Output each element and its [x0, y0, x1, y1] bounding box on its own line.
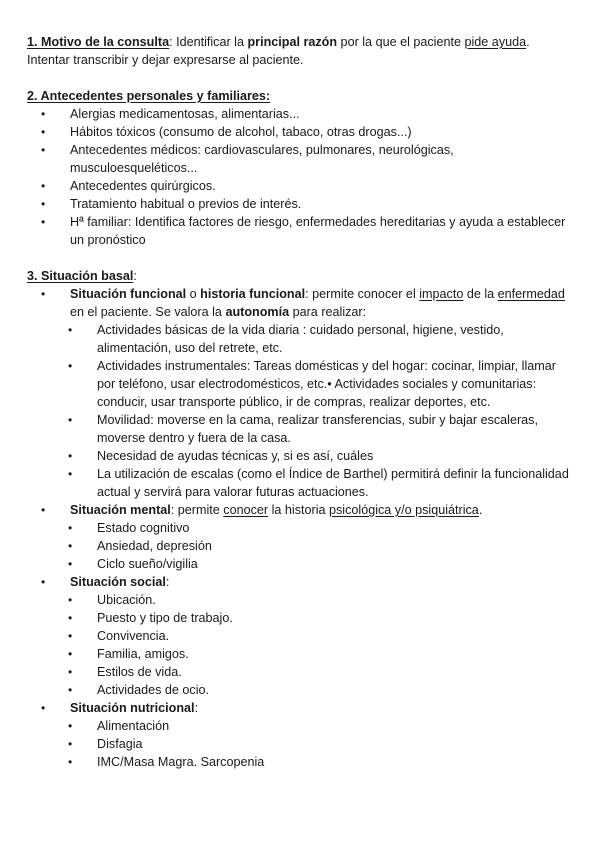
list-item: • Hª familiar: Identifica factores de riesgo, enfermedades hereditarias y ayuda a establecer un pronóstico: [27, 213, 570, 249]
section-3-title: 3. Situación basal: [27, 269, 134, 283]
section-3-list: [27, 285, 570, 771]
section-2-title: 2. Antecedentes personales y familiares:: [27, 89, 271, 103]
list-item: • Actividades básicas de la vida diaria : cuidado personal, higiene, vestido, alimentación, uso del retrete, etc.: [27, 321, 570, 357]
bold-run: Situación mental: [70, 503, 171, 517]
underlined-run: pide ayuda: [464, 35, 527, 49]
text-run: para realizar:: [289, 305, 367, 319]
section-3-heading: [27, 267, 570, 285]
situacion-social-item: [27, 573, 570, 699]
text-run: : Identificar la: [169, 35, 248, 49]
section-1-title: [27, 35, 169, 49]
text-run: : permite conocer el: [305, 287, 420, 301]
list-item: • Hábitos tóxicos (consumo de alcohol, tabaco, otras drogas...): [27, 123, 570, 141]
bold-run: historia funcional: [200, 287, 306, 301]
text-run: :: [194, 701, 199, 715]
list-item: • Antecedentes quirúrgicos.: [27, 177, 570, 195]
text-run: .: [478, 503, 483, 517]
text-run: :: [165, 575, 170, 589]
underlined-run: conocer: [223, 503, 269, 517]
bold-run: Situación funcional: [70, 287, 187, 301]
situacion-nutricional-item: [27, 699, 570, 771]
underlined-run: psicológica y/o psiquiátrica: [329, 503, 479, 517]
text-run: por la que el paciente: [337, 35, 465, 49]
section-1-heading: [27, 33, 570, 51]
list-item: • Ansiedad, depresión: [27, 537, 570, 555]
list-item: • Tratamiento habitual o previos de interés.: [27, 195, 570, 213]
text-run: :: [133, 269, 137, 283]
underlined-run: enfermedad: [497, 287, 565, 301]
list-item: • Disfagia: [27, 735, 570, 753]
text-run: de la: [463, 287, 498, 301]
list-item: • Estilos de vida.: [27, 663, 570, 681]
list-item: • Ciclo sueño/vigilia: [27, 555, 570, 573]
list-item: • Movilidad: moverse en la cama, realizar transferencias, subir y bajar escaleras, moverse dentro y fuera de la casa.: [27, 411, 570, 447]
section-1-title-text: Motivo de la consulta: [41, 35, 170, 49]
list-item: • Estado cognitivo: [27, 519, 570, 537]
list-item: • La utilización de escalas (como el Índice de Barthel) permitirá definir la funcionalidad actual y servirá para valorar futuras actuaciones.: [27, 465, 570, 501]
section-1-line-2: Intentar transcribir y dejar expresarse al paciente.: [27, 53, 304, 67]
situacion-funcional-sublist: [70, 321, 570, 501]
bold-run: Situación nutricional: [70, 701, 195, 715]
situacion-social-sublist: [70, 591, 570, 699]
bold-run: autonomía: [225, 305, 290, 319]
list-item: • Alergias medicamentosas, alimentarias...: [27, 105, 570, 123]
text-run: .: [526, 35, 530, 49]
text-run: en el paciente. Se valora la: [70, 305, 226, 319]
list-item: • IMC/Masa Magra. Sarcopenia: [27, 753, 570, 771]
list-item: • Necesidad de ayudas técnicas y, si es así, cuáles: [27, 447, 570, 465]
bold-run: principal razón: [247, 35, 338, 49]
bold-run: Situación social: [70, 575, 166, 589]
text-run: : permite: [170, 503, 224, 517]
underlined-run: impacto: [419, 287, 464, 301]
text-run: o: [186, 287, 201, 301]
situacion-nutricional-sublist: [70, 717, 570, 771]
list-item: • Antecedentes médicos: cardiovasculares, pulmonares, neurológicas, musculoesqueléticos...: [27, 141, 570, 177]
section-1-number: 1.: [27, 35, 38, 49]
section-2-list: [27, 105, 570, 249]
list-item: • Actividades instrumentales: Tareas domésticas y del hogar: cocinar, limpiar, llamar por teléfono, usar electrodomésticos, etc.• Actividades sociales y comunitarias: conducir, usar transporte público, ir de compras, realizar deportes, etc.: [27, 357, 570, 411]
list-item: • Alimentación: [27, 717, 570, 735]
list-item: • Puesto y tipo de trabajo.: [27, 609, 570, 627]
text-run: la historia: [268, 503, 329, 517]
list-item: • Actividades de ocio.: [27, 681, 570, 699]
list-item: • Convivencia.: [27, 627, 570, 645]
list-item: • Familia, amigos.: [27, 645, 570, 663]
situacion-mental-item: [27, 501, 570, 573]
list-item: • Ubicación.: [27, 591, 570, 609]
situacion-mental-sublist: [70, 519, 570, 573]
situacion-funcional-item: [27, 285, 570, 501]
